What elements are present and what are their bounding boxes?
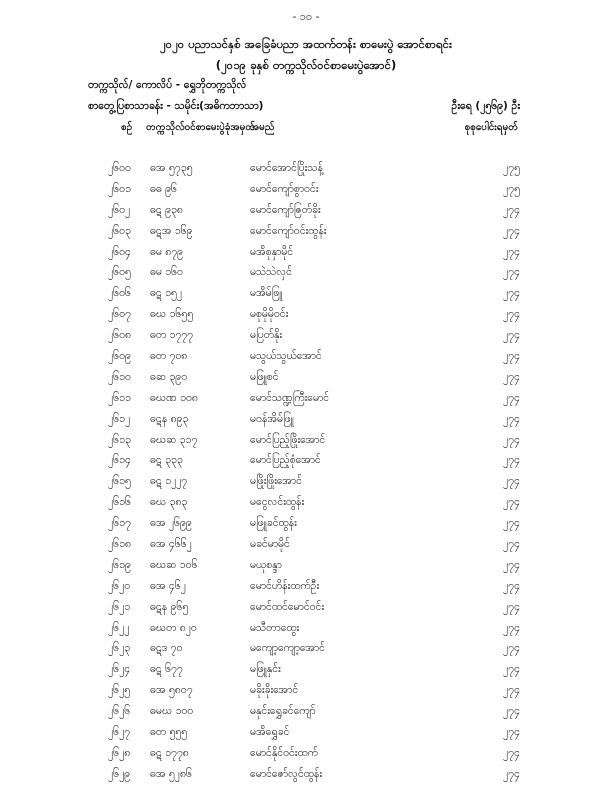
total-score: ၂၇၄ xyxy=(503,454,520,467)
roll-number: ဓဋအ ၁၆၉ xyxy=(150,224,193,237)
student-name: မသီတာထွေး xyxy=(250,621,300,634)
row-number: ၂၆၂၉ xyxy=(108,767,131,780)
total-score: ၂၇၄ xyxy=(503,579,520,592)
row-number: ၂၆၁၇ xyxy=(108,517,131,530)
table-row xyxy=(0,181,612,202)
roll-number: ဓဋ ၆၇၇ xyxy=(150,663,183,676)
row-number: ၂၆၁၄ xyxy=(108,454,131,467)
row-number: ၂၆၂၆ xyxy=(108,705,131,718)
total-score: ၂၇၄ xyxy=(503,538,520,551)
row-number: ၂၆၂၄ xyxy=(108,663,131,676)
roll-number: ဓအ ၅၂၈၆ xyxy=(150,767,192,780)
total-score: ၂၇၄ xyxy=(503,517,520,530)
student-name: မောင်သဏ္ဍကြီးမောင် xyxy=(250,391,330,404)
student-name: မငွေလင်းထွန်း xyxy=(250,496,305,509)
student-name: မအိမ်ဖြူ xyxy=(250,287,283,300)
total-score: ၂၇၄ xyxy=(503,726,520,739)
total-score: ၂၇၄ xyxy=(503,224,520,237)
total-score: ၂၇၄ xyxy=(503,287,520,300)
roll-number: ဓအ ၅၇၃၅ xyxy=(150,162,193,174)
row-number: ၂၆၀၂ xyxy=(108,203,131,216)
column-header-roll: တက္ကသိုလ်ဝင်စာမေးပွဲခုံအမှတ် xyxy=(146,122,256,133)
row-number: ၂၆၀၄ xyxy=(108,245,131,258)
row-number: ၂၆၂၃ xyxy=(108,642,131,655)
student-name: မယုစန္ဒာ xyxy=(250,558,282,571)
total-score: ၂၇၄ xyxy=(503,412,520,425)
row-number: ၂၆၀၈ xyxy=(108,329,131,342)
student-name: မဖြူနှင်း xyxy=(250,663,281,676)
table-row xyxy=(0,682,612,703)
roll-number: ဓဃဆ ၃၁၇ xyxy=(150,433,198,446)
roll-number: ဓဋ ၉၃၈ xyxy=(150,203,183,216)
student-name: မကျော့ကျော့အောင် xyxy=(250,642,325,655)
roll-number: ဓအ ၄၆၂ xyxy=(150,579,186,592)
table-row xyxy=(0,745,612,766)
total-score: ၂၇၄ xyxy=(503,746,520,759)
table-row xyxy=(0,348,612,369)
row-number: ၂၆၁၃ xyxy=(108,433,131,446)
table-row xyxy=(0,223,612,244)
column-header-name: အမည် xyxy=(250,122,275,133)
total-score: ၂၇၄ xyxy=(503,350,520,363)
student-name: မအိစုနှာမိုင် xyxy=(250,245,294,258)
row-number: ၂၆၂၂ xyxy=(108,621,130,634)
total-score: ၂၇၄ xyxy=(503,266,520,279)
total-score: ၂၇၄ xyxy=(503,621,520,634)
table-row xyxy=(0,264,612,285)
total-score: ၂၇၄ xyxy=(503,496,520,509)
roll-number: ဓဃ ၃၈၃ xyxy=(150,496,188,509)
table-row xyxy=(0,306,612,327)
row-number: ၂၆၁၈ xyxy=(108,538,131,551)
roll-number: ဓမ ၁၆၀ xyxy=(150,266,183,279)
table-row xyxy=(0,599,612,620)
roll-number: ဓအ ၅၈၀၇ xyxy=(150,684,193,697)
table-row xyxy=(0,724,612,745)
table-row xyxy=(0,411,612,432)
results-list xyxy=(0,160,612,787)
total-score: ၂၇၄ xyxy=(503,308,520,321)
student-name: မခိုးခိုးအောင် xyxy=(250,684,299,697)
university-line: တက္ကသိုလ်/ ကောလိပ် - ရွှေဘိုတက္ကသိုလ် xyxy=(88,79,247,91)
total-score: ၂၇၄ xyxy=(503,203,520,216)
total-score: ၂၇၄ xyxy=(503,558,520,571)
row-number: ၂၆၀၅ xyxy=(108,266,131,279)
table-row xyxy=(0,369,612,390)
student-name: မောင်နိုင်ဝင်းထက် xyxy=(250,746,318,759)
table-row xyxy=(0,661,612,682)
table-row xyxy=(0,432,612,453)
student-name: မသဲသဲလှင် xyxy=(250,266,292,279)
student-name: မောင်ထင်မောင်ဝင်း xyxy=(250,600,325,613)
table-row xyxy=(0,703,612,724)
row-number: ၂၆၁၀ xyxy=(108,370,131,383)
total-score: ၂၇၄ xyxy=(503,663,520,676)
row-number: ၂၆၀၁ xyxy=(108,182,131,195)
student-name: မဖြိုးဖြိုးအောင် xyxy=(250,475,302,488)
roll-number: ဓတ ၁၇၇၇ xyxy=(150,329,194,342)
student-name: မအိရွှေခင် xyxy=(250,726,290,739)
total-score: ၂၇၄ xyxy=(503,684,520,697)
table-row xyxy=(0,473,612,494)
total-score: ၂၇၄ xyxy=(503,433,520,446)
roll-number: ဓဃ ၁၆၅၅ xyxy=(150,308,194,321)
column-header-total: စုစုပေါင်းရမှတ် xyxy=(464,122,518,133)
roll-number: ဓဋဒ ၇၀ xyxy=(150,642,183,655)
row-number: ၂၆၁၉ xyxy=(108,558,131,571)
total-score: ၂၇၄ xyxy=(503,642,520,655)
total-score: ၂၇၄ xyxy=(503,245,520,258)
roll-number: ဓမ ၈၇၉ xyxy=(150,245,184,258)
table-row xyxy=(0,202,612,223)
row-number: ၂၆၀၆ xyxy=(108,287,131,300)
table-row xyxy=(0,285,612,306)
roll-number: ဓဓ ၉၆ xyxy=(150,182,177,195)
column-header-no: စဉ် xyxy=(121,122,133,133)
row-number: ၂၆၁၁ xyxy=(108,391,131,404)
student-name: မသွယ်သွယ်အောင် xyxy=(250,350,322,363)
total-score: ၂၇၄ xyxy=(503,475,520,488)
student-name: မပြတ်နိုး xyxy=(250,329,283,342)
roll-number: ဓဋ ၁၅၂ xyxy=(150,287,183,300)
roll-number: ဓဋ ၁၂၂၇ xyxy=(150,475,188,488)
table-row xyxy=(0,640,612,661)
total-score: ၂၇၄ xyxy=(503,329,520,342)
roll-number: ဓဆ ၃၉၀ xyxy=(150,370,188,383)
student-name: မောင်ဟိန်းထက်ဦး xyxy=(250,579,320,592)
student-name: မဖြူစင် xyxy=(250,370,279,383)
row-number: ၂၆၂၀ xyxy=(108,579,131,592)
table-row xyxy=(0,578,612,599)
row-number: ၂၆၀၉ xyxy=(108,350,131,363)
student-name: မဝန်အိမ်ဖြူ xyxy=(250,412,294,425)
roll-number: ဓဃတ ၈၂၀ xyxy=(150,621,197,634)
roll-number: ဓမဃ ၁၀၀ xyxy=(150,705,194,718)
row-number: ၂၆၁၂ xyxy=(108,412,131,425)
student-name: မောင်ပြည့်စုံအောင် xyxy=(250,454,321,467)
table-row xyxy=(0,557,612,578)
table-row xyxy=(0,515,612,536)
table-row xyxy=(0,244,612,265)
row-number: ၂၆၁၆ xyxy=(108,496,131,509)
row-number: ၂၆၂၈ xyxy=(108,746,131,759)
roll-number: ဓဋန ၈၉၃ xyxy=(150,412,189,425)
student-name: မောင်ဇော်လွင်ထွန်း xyxy=(250,767,323,780)
roll-number: ဓဃဏ ၁၀၈ xyxy=(150,391,198,404)
document-title: ၂၀၂၀ ပညာသင်နှစ် အခြေခံပညာ အထက်တန်း စာမေးပွဲ အောင်စာရင်း xyxy=(160,37,452,51)
total-score: ၂၇၅ xyxy=(503,182,520,195)
student-name: မောင်ပြည့်ဖြိုးအောင် xyxy=(250,433,326,446)
page-number: - ၁၀ - xyxy=(292,10,320,23)
total-score: ၂၇၅ xyxy=(503,162,520,174)
student-name: မောင်ကျော်စွာဝင်း xyxy=(250,182,319,195)
roll-number: ဓတ ၅၅၅ xyxy=(150,726,188,739)
row-number: ၂၆၁၅ xyxy=(108,475,131,488)
table-row xyxy=(0,620,612,641)
table-row xyxy=(0,160,612,181)
document-subtitle: (၂၀၁၉ ခုနှစ် တက္ကသိုလ်ဝင်စာမေးပွဲအောင်) xyxy=(215,58,397,72)
roll-number: ဓဋ ၃၃၃ xyxy=(150,454,183,467)
total-score: ၂၇၄ xyxy=(503,705,520,718)
total-score: ၂၇၄ xyxy=(503,600,520,613)
row-number: ၂၆၀၀ xyxy=(108,162,131,174)
roll-number: ဓအ ၄၆၆၂ xyxy=(150,538,192,551)
table-row xyxy=(0,452,612,473)
student-name: မနှင်းရွှေခင်ကျော် xyxy=(250,705,316,718)
row-number: ၂၆၂၇ xyxy=(108,726,131,739)
table-row xyxy=(0,536,612,557)
row-number: ၂၆၂၁ xyxy=(108,600,131,613)
student-name: မောင်ကျော်ဝင်းထွန်း xyxy=(250,224,327,237)
student-name: မခင်မာမိုင် xyxy=(250,538,290,551)
total-score: ၂၇၄ xyxy=(503,370,520,383)
student-name: မဖြူခင်ထွန်း xyxy=(250,517,297,530)
roll-number: ဓဋ ၁၇၇၈ xyxy=(150,746,189,759)
exam-center-count: ဦးရေ (၂၅၆၉) ဦး xyxy=(451,100,520,112)
roll-number: ဓအ ၂၆၉၉ xyxy=(150,517,192,530)
roll-number: ဓဋန ၉၆၅ xyxy=(150,600,189,613)
student-name: မစုမိုမိုဝင်း xyxy=(250,308,289,321)
row-number: ၂၆၂၅ xyxy=(108,684,131,697)
total-score: ၂၇၄ xyxy=(503,391,520,404)
table-row xyxy=(0,327,612,348)
roll-number: ဓဃဆ ၁၀၆ xyxy=(150,558,198,571)
table-row xyxy=(0,390,612,411)
total-score: ၂၇၄ xyxy=(503,767,520,780)
student-name: မောင်အောင်ပြိုးသန့် xyxy=(250,162,323,174)
exam-center-name: စာတွေ့ပြစာသာခန်း - သမိုင်း(အဓိကဘာသာ) xyxy=(88,100,264,112)
table-row xyxy=(0,766,612,787)
table-row xyxy=(0,494,612,515)
student-name: မောင်ကျော်ဇြတ်ခိုး xyxy=(250,203,321,216)
row-number: ၂၆၀၃ xyxy=(108,224,131,237)
roll-number: ဓတ ၇၀၈ xyxy=(150,350,188,363)
row-number: ၂၆၀၇ xyxy=(108,308,131,321)
